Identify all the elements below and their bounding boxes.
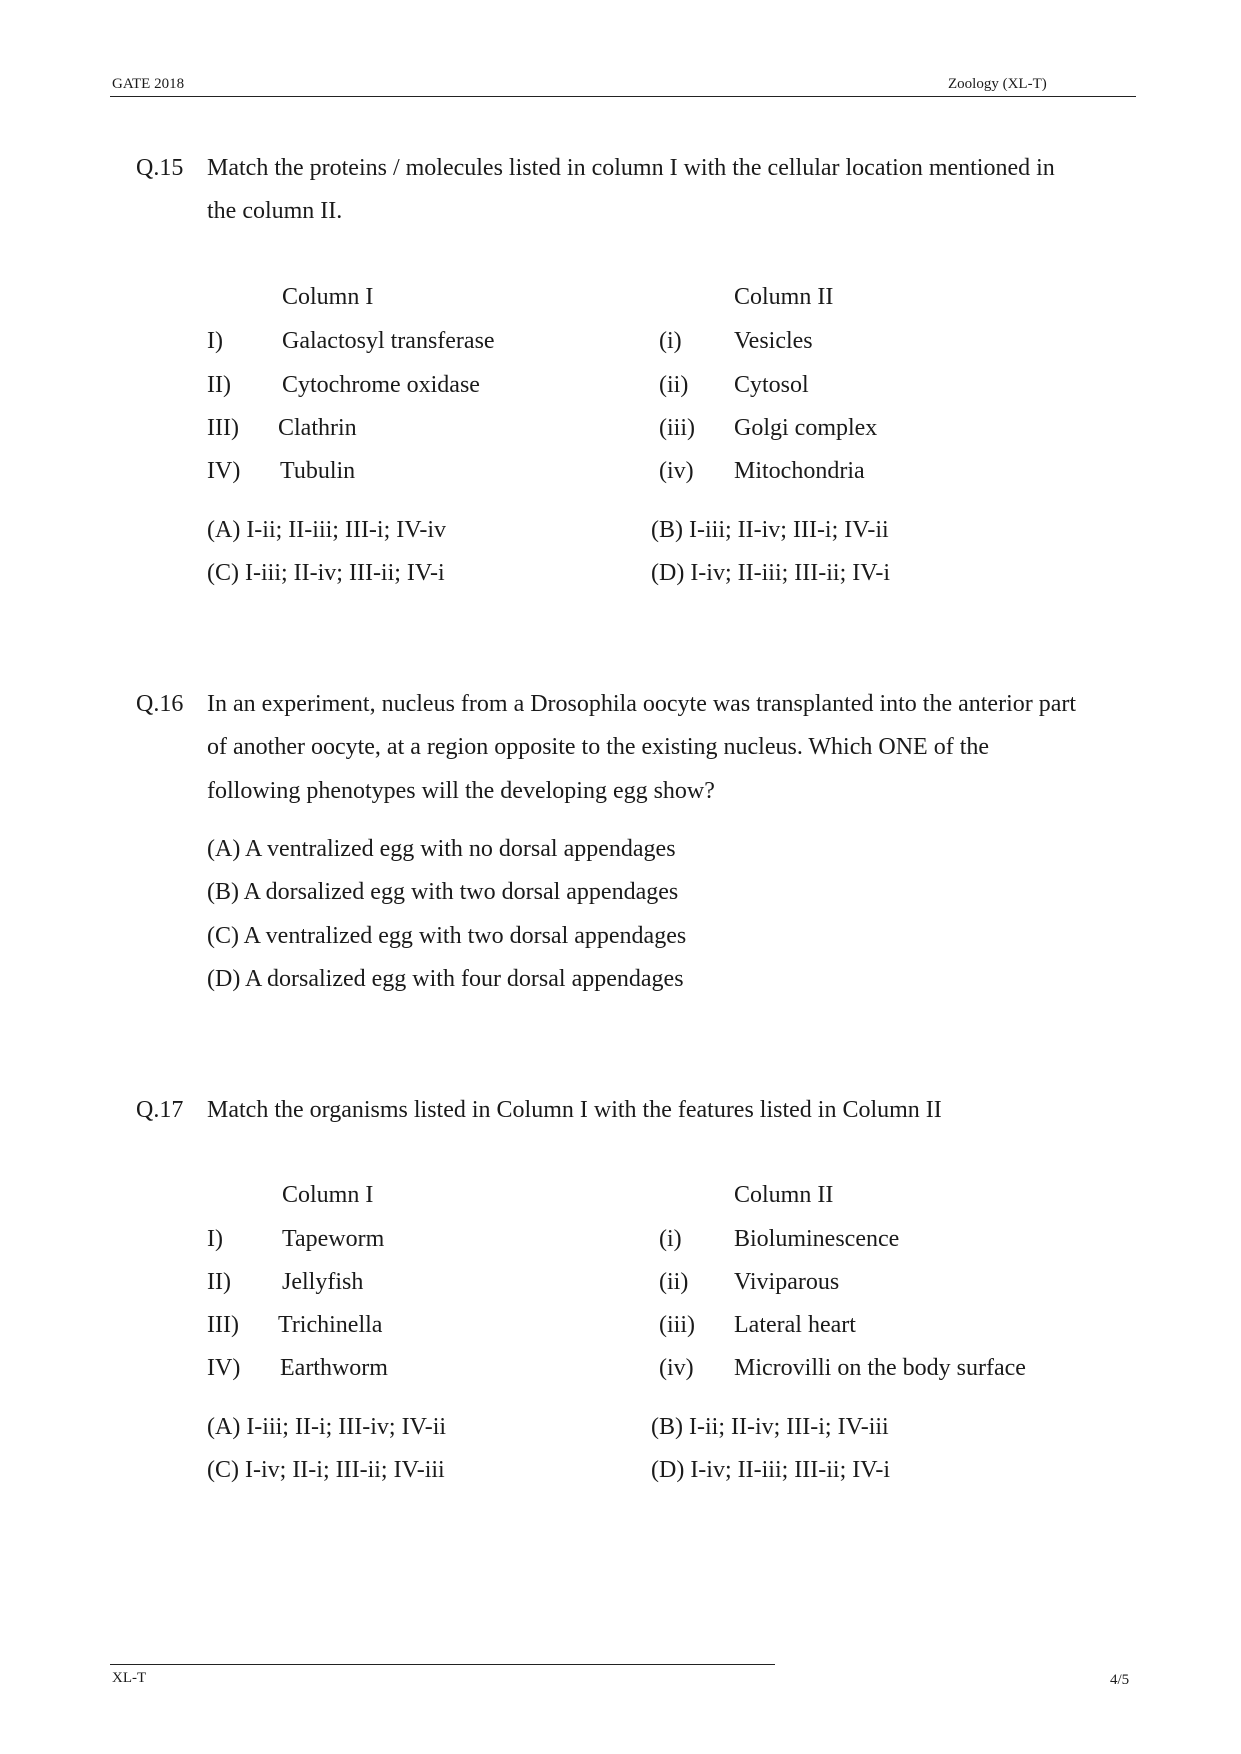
q17-row-3-feature: Lateral heart — [734, 1312, 856, 1338]
q16-option-d: (D) A dorsalized egg with four dorsal appendages — [207, 966, 684, 992]
q17-option-b: (B) I-ii; II-iv; III-i; IV-iii — [651, 1414, 889, 1440]
q15-row-1-num: I) — [207, 328, 223, 354]
q15-row-4-roman: (iv) — [659, 458, 694, 484]
footer-rule — [110, 1664, 775, 1665]
q15-col2-header: Column II — [734, 284, 834, 310]
q15-option-b: (B) I-iii; II-iv; III-i; IV-ii — [651, 517, 889, 543]
q17-row-4-num: IV) — [207, 1355, 241, 1381]
q15-row-2-num: II) — [207, 372, 231, 398]
q17-row-1-feature: Bioluminescence — [734, 1226, 900, 1252]
q16-option-b: (B) A dorsalized egg with two dorsal appendages — [207, 879, 679, 905]
q17-number: Q.17 — [136, 1097, 184, 1123]
q15-text-line-1: Match the proteins / molecules listed in column I with the cellular location mentioned in — [207, 155, 1055, 181]
q16-text-line-3: following phenotypes will the developing egg show? — [207, 778, 715, 804]
q17-option-c: (C) I-iv; II-i; III-ii; IV-iii — [207, 1457, 445, 1483]
q17-text: Match the organisms listed in Column I with the features listed in Column II — [207, 1097, 942, 1123]
q15-row-4-num: IV) — [207, 458, 241, 484]
q17-option-a: (A) I-iii; II-i; III-iv; IV-ii — [207, 1414, 447, 1440]
q17-row-4-feature: Microvilli on the body surface — [734, 1355, 1026, 1381]
footer-left: XL-T — [112, 1670, 147, 1686]
q17-row-2-item: Jellyfish — [282, 1269, 364, 1295]
q16-option-c: (C) A ventralized egg with two dorsal appendages — [207, 923, 687, 949]
q17-row-2-roman: (ii) — [659, 1269, 689, 1295]
q15-row-3-item: Clathrin — [278, 415, 357, 441]
q15-row-1-item: Galactosyl transferase — [282, 328, 495, 354]
q17-row-2-feature: Viviparous — [734, 1269, 840, 1295]
q15-row-2-item: Cytochrome oxidase — [282, 372, 480, 398]
q17-row-4-item: Earthworm — [280, 1355, 388, 1381]
q17-row-4-roman: (iv) — [659, 1355, 694, 1381]
q15-row-3-roman: (iii) — [659, 415, 695, 441]
q17-row-3-item: Trichinella — [278, 1312, 383, 1338]
q15-row-2-roman: (ii) — [659, 372, 689, 398]
header-right: Zoology (XL-T) — [948, 76, 1047, 92]
q15-row-1-location: Vesicles — [734, 328, 813, 354]
q17-row-1-item: Tapeworm — [282, 1226, 385, 1252]
q15-option-d: (D) I-iv; II-iii; III-ii; IV-i — [651, 560, 891, 586]
q15-option-c: (C) I-iii; II-iv; III-ii; IV-i — [207, 560, 445, 586]
q16-text-line-1: In an experiment, nucleus from a Drosophila oocyte was transplanted into the anterior part — [207, 691, 1077, 717]
page-number: 4/5 — [1110, 1672, 1130, 1688]
q15-row-1-roman: (i) — [659, 328, 682, 354]
q17-col2-header: Column II — [734, 1182, 834, 1208]
q15-text-line-2: the column II. — [207, 198, 343, 224]
q17-row-2-num: II) — [207, 1269, 231, 1295]
q17-row-3-num: III) — [207, 1312, 239, 1338]
q15-row-4-item: Tubulin — [280, 458, 356, 484]
q17-option-d: (D) I-iv; II-iii; III-ii; IV-i — [651, 1457, 891, 1483]
header-rule — [110, 96, 1136, 97]
q17-row-1-num: I) — [207, 1226, 223, 1252]
q15-row-2-location: Cytosol — [734, 372, 809, 398]
q15-row-4-location: Mitochondria — [734, 458, 865, 484]
header-left: GATE 2018 — [112, 76, 185, 92]
q15-row-3-location: Golgi complex — [734, 415, 878, 441]
q17-row-3-roman: (iii) — [659, 1312, 695, 1338]
q16-option-a: (A) A ventralized egg with no dorsal appendages — [207, 836, 676, 862]
q16-number: Q.16 — [136, 691, 184, 717]
q15-number: Q.15 — [136, 155, 184, 181]
q16-text-line-2: of another oocyte, at a region opposite to the existing nucleus. Which ONE of the — [207, 734, 990, 760]
q15-option-a: (A) I-ii; II-iii; III-i; IV-iv — [207, 517, 447, 543]
q17-row-1-roman: (i) — [659, 1226, 682, 1252]
q15-row-3-num: III) — [207, 415, 239, 441]
q17-col1-header: Column I — [282, 1182, 374, 1208]
q15-col1-header: Column I — [282, 284, 374, 310]
